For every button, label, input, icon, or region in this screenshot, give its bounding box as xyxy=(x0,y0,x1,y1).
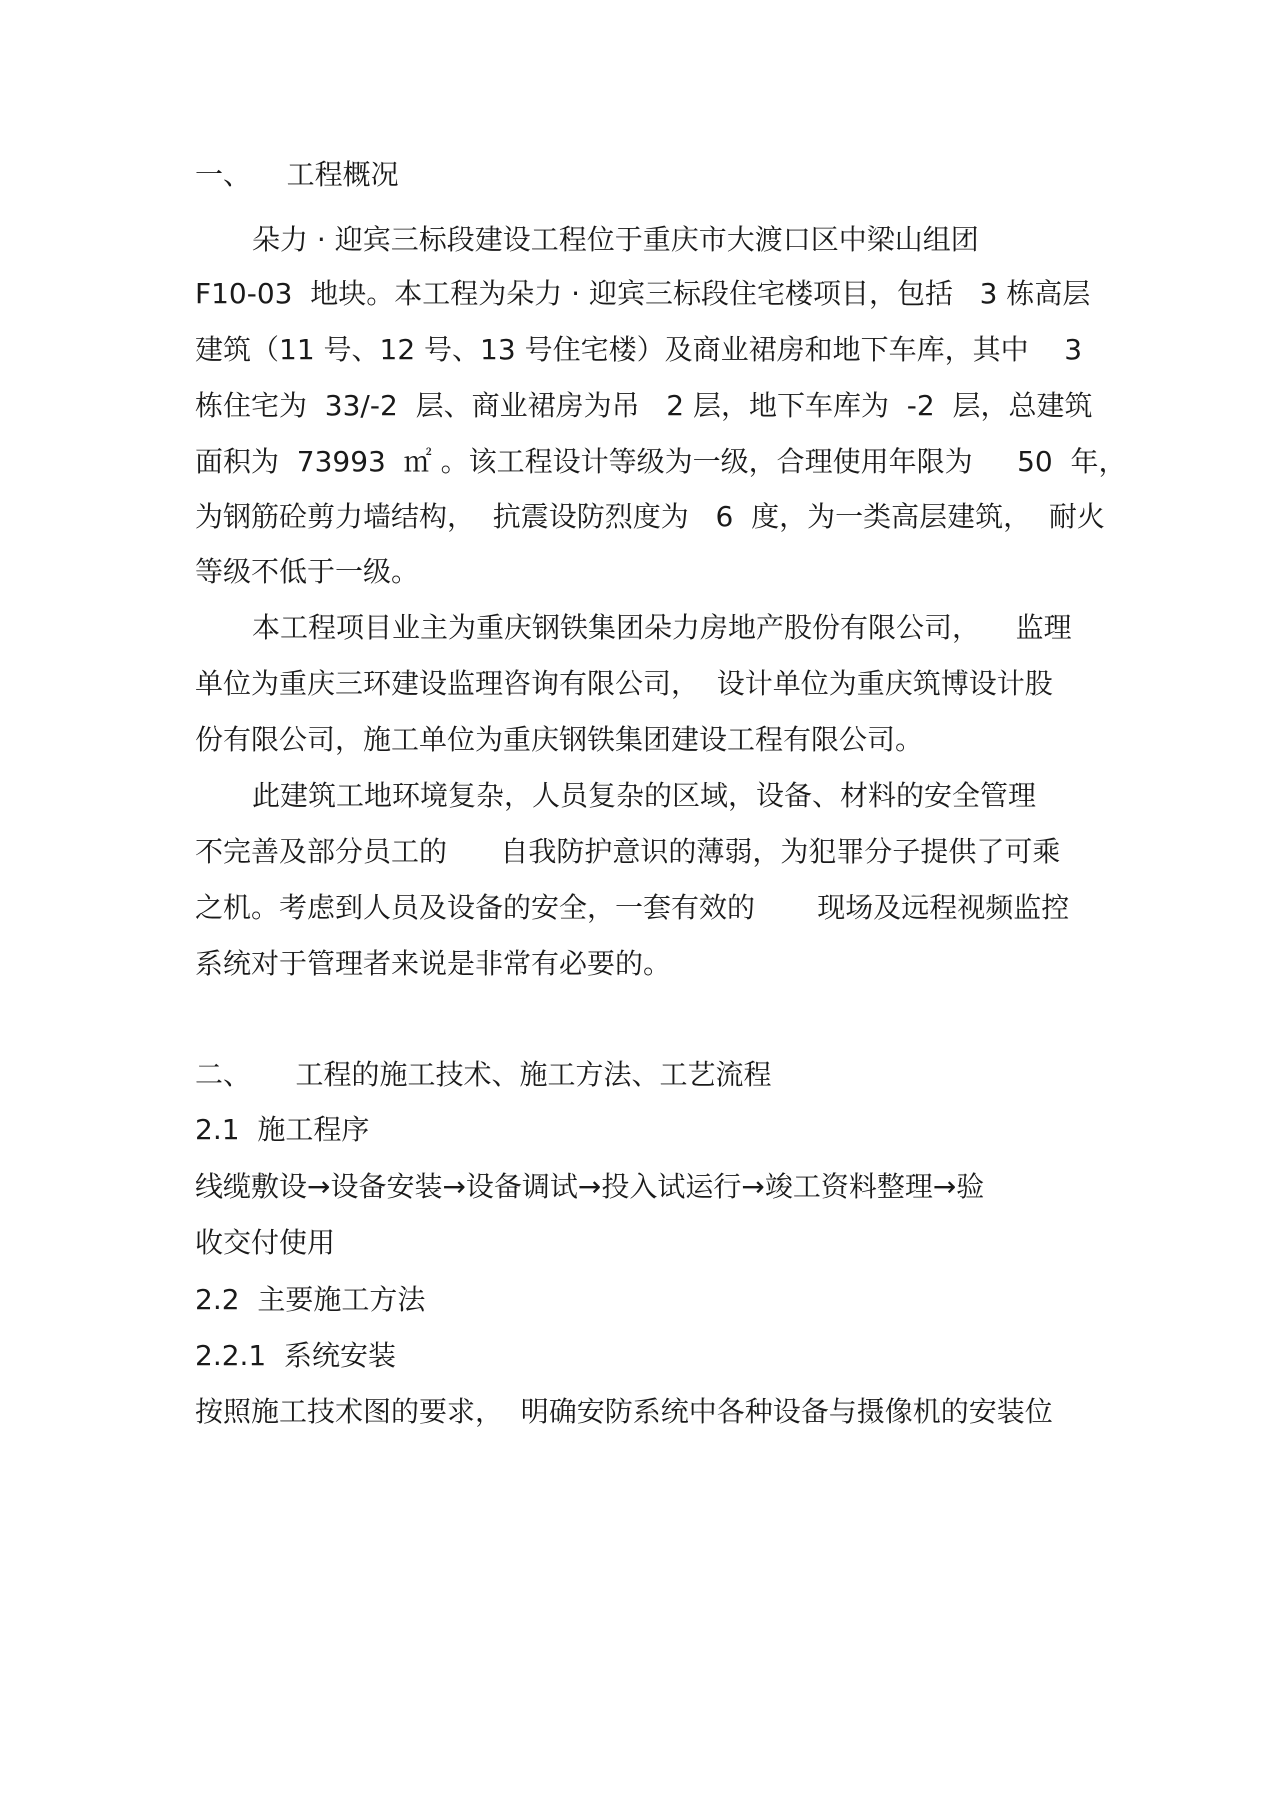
paragraph-1-line-2: F10-03 地块。本工程为朵力 · 迎宾三标段住宅楼项目，包括 3 栋高层 xyxy=(195,277,1091,310)
paragraph-1-line-3: 建筑（11 号、12 号、13 号住宅楼）及商业裙房和地下车库，其中 3 xyxy=(195,333,1083,366)
subsection-2-2-1-title: 2.2.1 系统安装 xyxy=(195,1339,397,1372)
process-flow-line-1: 线缆敷设→设备安装→设备调试→投入试运行→竣工资料整理→验 xyxy=(195,1170,985,1203)
paragraph-3-line-2: 不完善及部分员工的 自我防护意识的薄弱，为犯罪分子提供了可乘 xyxy=(195,835,1061,868)
paragraph-1-line-6: 为钢筋砼剪力墙结构， 抗震设防烈度为 6 度，为一类高层建筑， 耐火 xyxy=(195,500,1105,533)
paragraph-2-line-1: 本工程项目业主为重庆钢铁集团朵力房地产股份有限公司， 监理 xyxy=(252,611,1072,644)
subsection-2-2-title: 2.2 主要施工方法 xyxy=(195,1283,426,1316)
section-2-heading: 二、 工程的施工技术、施工方法、工艺流程 xyxy=(195,1058,772,1091)
section-1-heading: 一、 工程概况 xyxy=(195,158,399,191)
paragraph-3-line-3: 之机。考虑到人员及设备的安全，一套有效的 现场及远程视频监控 xyxy=(195,891,1070,924)
paragraph-3-line-1: 此建筑工地环境复杂，人员复杂的区域，设备、材料的安全管理 xyxy=(252,779,1037,812)
paragraph-2-line-3: 份有限公司，施工单位为重庆钢铁集团建设工程有限公司。 xyxy=(195,723,924,756)
paragraph-1-line-7: 等级不低于一级。 xyxy=(195,555,420,588)
paragraph-1-line-4: 栋住宅为 33/-2 层、商业裙房为吊 2 层，地下车库为 -2 层，总建筑 xyxy=(195,389,1093,422)
paragraph-3-line-4: 系统对于管理者来说是非常有必要的。 xyxy=(195,947,672,980)
paragraph-1-line-1: 朵力 · 迎宾三标段建设工程位于重庆市大渡口区中梁山组团 xyxy=(252,223,979,256)
paragraph-1-line-5: 面积为 73993 ㎡ 。该工程设计等级为一级，合理使用年限为 50 年， xyxy=(195,445,1127,478)
process-flow-line-2: 收交付使用 xyxy=(195,1226,336,1259)
subsection-2-1-title: 2.1 施工程序 xyxy=(195,1113,370,1146)
installation-text-line-1: 按照施工技术图的要求， 明确安防系统中各种设备与摄像机的安装位 xyxy=(195,1395,1053,1428)
paragraph-2-line-2: 单位为重庆三环建设监理咨询有限公司， 设计单位为重庆筑博设计股 xyxy=(195,667,1053,700)
